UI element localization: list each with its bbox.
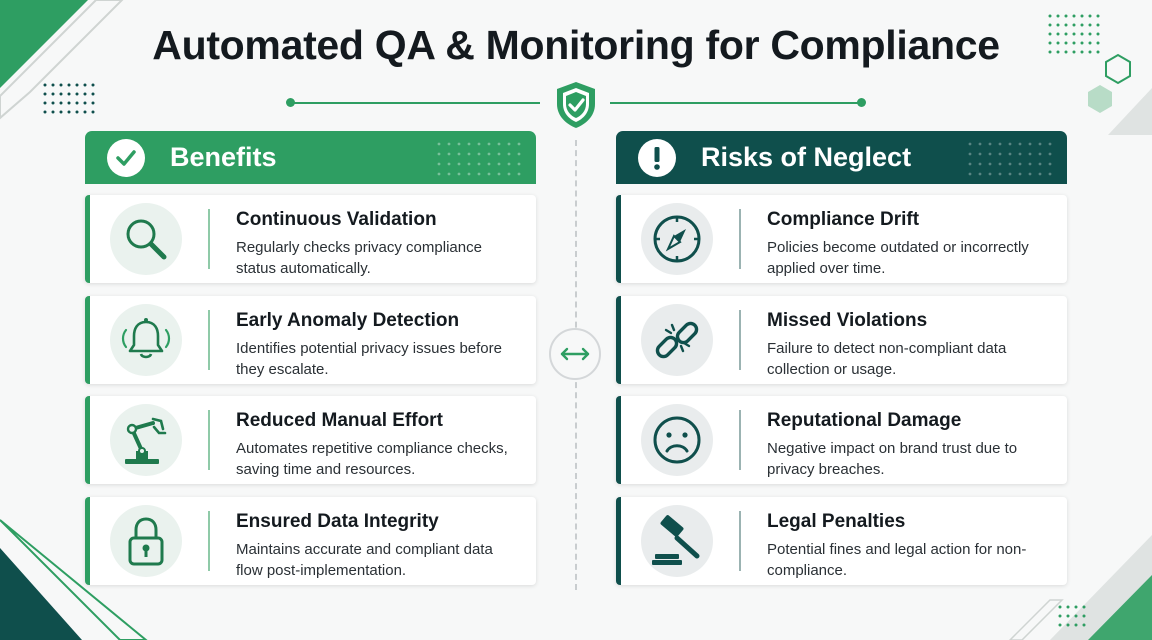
card-separator [739,410,741,470]
card-separator [208,310,210,370]
risk-description: Policies become outdated or incorrectly applied over time. [767,239,1029,277]
benefit-card-continuous-validation [85,195,536,283]
risks-header-dot-pattern [965,138,1055,178]
risk-title: Reputational Damage [767,410,962,431]
benefit-description: Automates repetitive compliance checks, saving time and resources. [236,440,508,478]
shield-check-icon [554,80,598,130]
broken-chain-icon [641,304,713,376]
benefit-title: Reduced Manual Effort [236,410,443,431]
risk-description: Negative impact on brand trust due to privacy breaches. [767,440,1018,478]
card-separator [208,511,210,571]
title-rule-left-dot [286,98,295,107]
benefits-header-dot-pattern [434,138,524,178]
risk-description: Failure to detect non-compliant data collection or usage. [767,340,1007,378]
card-separator [208,209,210,269]
sad-face-icon [641,404,713,476]
title-rule-left [290,102,540,104]
risk-card-reputational-damage [616,396,1067,484]
card-separator [208,410,210,470]
benefit-card-ensured-data-integrity [85,497,536,585]
benefit-card-reduced-manual-effort [85,396,536,484]
card-separator [739,310,741,370]
gavel-icon [641,505,713,577]
benefits-header [85,131,536,184]
risk-title: Legal Penalties [767,511,906,532]
benefit-title: Early Anomaly Detection [236,310,460,331]
double-arrow-icon [549,328,601,380]
title-rule-right [610,102,862,104]
risk-card-compliance-drift [616,195,1067,283]
benefit-description: Regularly checks privacy compliance status automatically. [236,239,482,277]
risk-description: Potential fines and legal action for non-compliance. [767,541,1027,579]
benefit-card-early-anomaly-detection [85,296,536,384]
robotic-arm-icon [110,404,182,476]
title-rule-right-dot [857,98,866,107]
benefits-header-label: Benefits [170,142,277,172]
risk-title: Missed Violations [767,310,928,331]
exclamation-icon [638,139,676,177]
magnifying-glass-icon [110,203,182,275]
risk-card-legal-penalties [616,497,1067,585]
benefit-title: Ensured Data Integrity [236,511,439,532]
risks-header-label: Risks of Neglect [701,142,912,172]
risk-title: Compliance Drift [767,209,920,230]
bell-icon [110,304,182,376]
padlock-icon [110,505,182,577]
risks-header [616,131,1067,184]
compass-icon [641,203,713,275]
checkmark-icon [107,139,145,177]
benefit-description: Identifies potential privacy issues before they escalate. [236,340,502,378]
page-title: Automated QA & Monitoring for Compliance [152,22,1000,68]
benefit-title: Continuous Validation [236,209,437,230]
card-separator [739,209,741,269]
card-separator [739,511,741,571]
risk-card-missed-violations [616,296,1067,384]
benefit-description: Maintains accurate and compliant data flow post-implementation. [236,541,493,579]
